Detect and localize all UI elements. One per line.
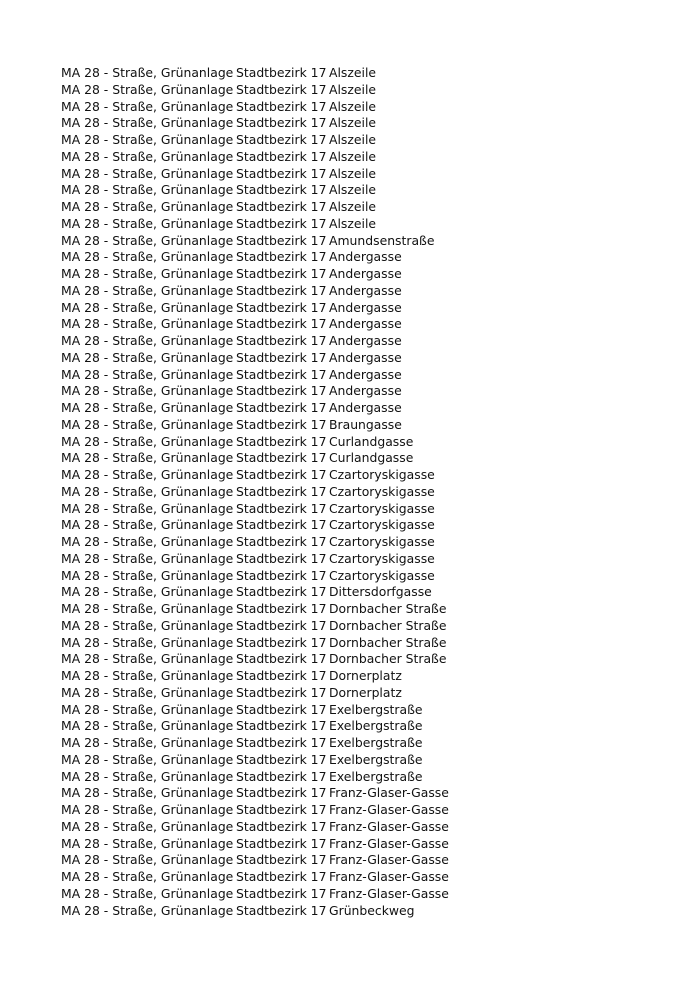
department-cell: MA 28 - Straße, Grünanlage: [61, 98, 234, 114]
table-row: [61, 199, 681, 216]
district-cell: Stadtbezirk 17: [236, 249, 327, 265]
department-cell: MA 28 - Straße, Grünanlage: [61, 634, 234, 650]
department-cell: MA 28 - Straße, Grünanlage: [61, 349, 234, 365]
table-row: [61, 450, 681, 467]
department-cell: MA 28 - Straße, Grünanlage: [61, 433, 234, 449]
department-cell: MA 28 - Straße, Grünanlage: [61, 885, 234, 901]
table-row: [61, 769, 681, 786]
district-cell: Stadtbezirk 17: [236, 333, 327, 348]
department-cell: MA 28 - Straße, Grünanlage: [61, 852, 234, 868]
district-cell: Stadtbezirk 17: [236, 735, 327, 750]
district-cell: Stadtbezirk 17: [236, 684, 327, 700]
department-cell: MA 28 - Straße, Grünanlage: [61, 534, 234, 549]
district-cell: Stadtbezirk 17: [236, 651, 327, 667]
department-cell: MA 28 - Straße, Grünanlage: [61, 266, 234, 281]
table-row: [61, 702, 681, 719]
district-cell: Stadtbezirk 17: [236, 517, 327, 533]
street-cell: Dittersdorfgasse: [329, 584, 432, 600]
table-row: [61, 534, 681, 551]
street-cell: Braungasse: [329, 416, 402, 432]
table-row: [61, 132, 681, 149]
street-cell: Alszeile: [329, 215, 377, 231]
street-cell: Andergasse: [329, 400, 402, 415]
table-row: [61, 350, 681, 367]
department-cell: MA 28 - Straße, Grünanlage: [61, 383, 234, 399]
street-cell: Alszeile: [329, 81, 377, 97]
table-row: [61, 852, 681, 869]
street-cell: Andergasse: [329, 282, 402, 298]
district-cell: Stadtbezirk 17: [236, 433, 327, 449]
street-cell: Exelbergstraße: [329, 718, 423, 734]
street-cell: Andergasse: [329, 249, 402, 265]
department-cell: MA 28 - Straße, Grünanlage: [61, 366, 234, 382]
street-cell: Andergasse: [329, 333, 402, 348]
street-cell: Czartoryskigasse: [329, 500, 435, 516]
table-row: [61, 99, 681, 116]
street-cell: Exelbergstraße: [329, 751, 423, 767]
street-cell: Franz-Glaser-Gasse: [329, 802, 449, 817]
street-cell: Andergasse: [329, 349, 402, 365]
street-cell: Andergasse: [329, 316, 402, 332]
street-cell: Czartoryskigasse: [329, 483, 435, 499]
street-cell: Dornbacher Straße: [329, 651, 447, 667]
district-cell: Stadtbezirk 17: [236, 416, 327, 432]
table-row: [61, 735, 681, 752]
district-cell: Stadtbezirk 17: [236, 852, 327, 868]
street-cell: Grünbeckweg: [329, 902, 415, 918]
district-cell: Stadtbezirk 17: [236, 182, 327, 198]
table-row: [61, 82, 681, 99]
street-cell: Andergasse: [329, 383, 402, 399]
table-row: [61, 836, 681, 853]
table-row: [61, 618, 681, 635]
department-cell: MA 28 - Straße, Grünanlage: [61, 684, 234, 700]
street-cell: Alszeile: [329, 115, 377, 131]
department-cell: MA 28 - Straße, Grünanlage: [61, 869, 234, 884]
department-cell: MA 28 - Straße, Grünanlage: [61, 751, 234, 767]
address-table: [61, 65, 681, 919]
department-cell: MA 28 - Straße, Grünanlage: [61, 735, 234, 750]
department-cell: MA 28 - Straße, Grünanlage: [61, 299, 234, 315]
table-row: [61, 785, 681, 802]
district-cell: Stadtbezirk 17: [236, 601, 327, 616]
street-cell: Franz-Glaser-Gasse: [329, 852, 449, 868]
department-cell: MA 28 - Straße, Grünanlage: [61, 232, 234, 248]
street-cell: Alszeile: [329, 65, 377, 80]
district-cell: Stadtbezirk 17: [236, 316, 327, 332]
table-row: [61, 434, 681, 451]
street-cell: Alszeile: [329, 132, 377, 147]
department-cell: MA 28 - Straße, Grünanlage: [61, 282, 234, 298]
district-cell: Stadtbezirk 17: [236, 818, 327, 834]
district-cell: Stadtbezirk 17: [236, 98, 327, 114]
table-row: [61, 718, 681, 735]
street-cell: Exelbergstraße: [329, 701, 423, 717]
department-cell: MA 28 - Straße, Grünanlage: [61, 785, 234, 801]
street-cell: Franz-Glaser-Gasse: [329, 785, 449, 801]
department-cell: MA 28 - Straße, Grünanlage: [61, 467, 234, 482]
district-cell: Stadtbezirk 17: [236, 718, 327, 734]
district-cell: Stadtbezirk 17: [236, 534, 327, 549]
department-cell: MA 28 - Straße, Grünanlage: [61, 81, 234, 97]
department-cell: MA 28 - Straße, Grünanlage: [61, 249, 234, 265]
table-row: [61, 484, 681, 501]
street-cell: Alszeile: [329, 199, 377, 214]
street-cell: Dornerplatz: [329, 668, 402, 683]
table-row: [61, 601, 681, 618]
street-cell: Dornbacher Straße: [329, 634, 447, 650]
district-cell: Stadtbezirk 17: [236, 701, 327, 717]
department-cell: MA 28 - Straße, Grünanlage: [61, 651, 234, 667]
table-row: [61, 467, 681, 484]
table-row: [61, 166, 681, 183]
department-cell: MA 28 - Straße, Grünanlage: [61, 718, 234, 734]
street-cell: Franz-Glaser-Gasse: [329, 818, 449, 834]
district-cell: Stadtbezirk 17: [236, 617, 327, 633]
table-row: [61, 367, 681, 384]
department-cell: MA 28 - Straße, Grünanlage: [61, 668, 234, 683]
department-cell: MA 28 - Straße, Grünanlage: [61, 148, 234, 164]
department-cell: MA 28 - Straße, Grünanlage: [61, 818, 234, 834]
table-row: [61, 316, 681, 333]
table-row: [61, 685, 681, 702]
street-cell: Alszeile: [329, 98, 377, 114]
street-cell: Czartoryskigasse: [329, 550, 435, 566]
table-row: [61, 417, 681, 434]
department-cell: MA 28 - Straße, Grünanlage: [61, 199, 234, 214]
street-cell: Franz-Glaser-Gasse: [329, 835, 449, 851]
district-cell: Stadtbezirk 17: [236, 282, 327, 298]
department-cell: MA 28 - Straße, Grünanlage: [61, 165, 234, 181]
department-cell: MA 28 - Straße, Grünanlage: [61, 215, 234, 231]
department-cell: MA 28 - Straße, Grünanlage: [61, 115, 234, 131]
table-row: [61, 400, 681, 417]
district-cell: Stadtbezirk 17: [236, 148, 327, 164]
department-cell: MA 28 - Straße, Grünanlage: [61, 617, 234, 633]
department-cell: MA 28 - Straße, Grünanlage: [61, 416, 234, 432]
district-cell: Stadtbezirk 17: [236, 115, 327, 131]
district-cell: Stadtbezirk 17: [236, 668, 327, 683]
street-cell: Czartoryskigasse: [329, 467, 435, 482]
table-row: [61, 182, 681, 199]
district-cell: Stadtbezirk 17: [236, 584, 327, 600]
street-cell: Dornerplatz: [329, 684, 402, 700]
table-row: [61, 266, 681, 283]
street-cell: Alszeile: [329, 165, 377, 181]
table-row: [61, 216, 681, 233]
street-cell: Andergasse: [329, 366, 402, 382]
department-cell: MA 28 - Straße, Grünanlage: [61, 333, 234, 348]
department-cell: MA 28 - Straße, Grünanlage: [61, 567, 234, 583]
table-row: [61, 886, 681, 903]
district-cell: Stadtbezirk 17: [236, 400, 327, 415]
district-cell: Stadtbezirk 17: [236, 450, 327, 466]
department-cell: MA 28 - Straße, Grünanlage: [61, 550, 234, 566]
department-cell: MA 28 - Straße, Grünanlage: [61, 902, 234, 918]
street-cell: Exelbergstraße: [329, 735, 423, 750]
district-cell: Stadtbezirk 17: [236, 366, 327, 382]
district-cell: Stadtbezirk 17: [236, 132, 327, 147]
district-cell: Stadtbezirk 17: [236, 467, 327, 482]
district-cell: Stadtbezirk 17: [236, 81, 327, 97]
district-cell: Stadtbezirk 17: [236, 266, 327, 281]
street-cell: Curlandgasse: [329, 450, 414, 466]
district-cell: Stadtbezirk 17: [236, 232, 327, 248]
district-cell: Stadtbezirk 17: [236, 65, 327, 80]
table-row: [61, 568, 681, 585]
district-cell: Stadtbezirk 17: [236, 885, 327, 901]
district-cell: Stadtbezirk 17: [236, 768, 327, 784]
district-cell: Stadtbezirk 17: [236, 383, 327, 399]
table-row: [61, 249, 681, 266]
department-cell: MA 28 - Straße, Grünanlage: [61, 316, 234, 332]
street-cell: Exelbergstraße: [329, 768, 423, 784]
table-row: [61, 149, 681, 166]
street-cell: Czartoryskigasse: [329, 534, 435, 549]
department-cell: MA 28 - Straße, Grünanlage: [61, 835, 234, 851]
district-cell: Stadtbezirk 17: [236, 785, 327, 801]
table-row: [61, 115, 681, 132]
district-cell: Stadtbezirk 17: [236, 902, 327, 918]
table-row: [61, 584, 681, 601]
department-cell: MA 28 - Straße, Grünanlage: [61, 500, 234, 516]
district-cell: Stadtbezirk 17: [236, 500, 327, 516]
street-cell: Dornbacher Straße: [329, 601, 447, 616]
department-cell: MA 28 - Straße, Grünanlage: [61, 701, 234, 717]
street-cell: Czartoryskigasse: [329, 517, 435, 533]
district-cell: Stadtbezirk 17: [236, 215, 327, 231]
street-cell: Czartoryskigasse: [329, 567, 435, 583]
street-cell: Dornbacher Straße: [329, 617, 447, 633]
table-row: [61, 635, 681, 652]
table-row: [61, 383, 681, 400]
district-cell: Stadtbezirk 17: [236, 349, 327, 365]
district-cell: Stadtbezirk 17: [236, 299, 327, 315]
street-cell: Andergasse: [329, 266, 402, 281]
table-row: [61, 551, 681, 568]
document-page: [61, 65, 681, 919]
department-cell: MA 28 - Straße, Grünanlage: [61, 601, 234, 616]
department-cell: MA 28 - Straße, Grünanlage: [61, 802, 234, 817]
table-row: [61, 233, 681, 250]
department-cell: MA 28 - Straße, Grünanlage: [61, 768, 234, 784]
district-cell: Stadtbezirk 17: [236, 802, 327, 817]
table-row: [61, 869, 681, 886]
department-cell: MA 28 - Straße, Grünanlage: [61, 400, 234, 415]
table-row: [61, 903, 681, 920]
department-cell: MA 28 - Straße, Grünanlage: [61, 182, 234, 198]
department-cell: MA 28 - Straße, Grünanlage: [61, 65, 234, 80]
district-cell: Stadtbezirk 17: [236, 869, 327, 884]
street-cell: Franz-Glaser-Gasse: [329, 869, 449, 884]
district-cell: Stadtbezirk 17: [236, 483, 327, 499]
table-row: [61, 333, 681, 350]
district-cell: Stadtbezirk 17: [236, 550, 327, 566]
table-row: [61, 651, 681, 668]
table-row: [61, 300, 681, 317]
street-cell: Andergasse: [329, 299, 402, 315]
department-cell: MA 28 - Straße, Grünanlage: [61, 450, 234, 466]
table-row: [61, 668, 681, 685]
street-cell: Alszeile: [329, 148, 377, 164]
district-cell: Stadtbezirk 17: [236, 835, 327, 851]
street-cell: Curlandgasse: [329, 433, 414, 449]
table-row: [61, 752, 681, 769]
department-cell: MA 28 - Straße, Grünanlage: [61, 584, 234, 600]
department-cell: MA 28 - Straße, Grünanlage: [61, 132, 234, 147]
street-cell: Alszeile: [329, 182, 377, 198]
table-row: [61, 819, 681, 836]
street-cell: Franz-Glaser-Gasse: [329, 885, 449, 901]
street-cell: Amundsenstraße: [329, 232, 435, 248]
table-row: [61, 65, 681, 82]
table-row: [61, 517, 681, 534]
district-cell: Stadtbezirk 17: [236, 199, 327, 214]
district-cell: Stadtbezirk 17: [236, 751, 327, 767]
department-cell: MA 28 - Straße, Grünanlage: [61, 483, 234, 499]
district-cell: Stadtbezirk 17: [236, 165, 327, 181]
table-row: [61, 501, 681, 518]
table-row: [61, 283, 681, 300]
district-cell: Stadtbezirk 17: [236, 634, 327, 650]
department-cell: MA 28 - Straße, Grünanlage: [61, 517, 234, 533]
table-row: [61, 802, 681, 819]
district-cell: Stadtbezirk 17: [236, 567, 327, 583]
